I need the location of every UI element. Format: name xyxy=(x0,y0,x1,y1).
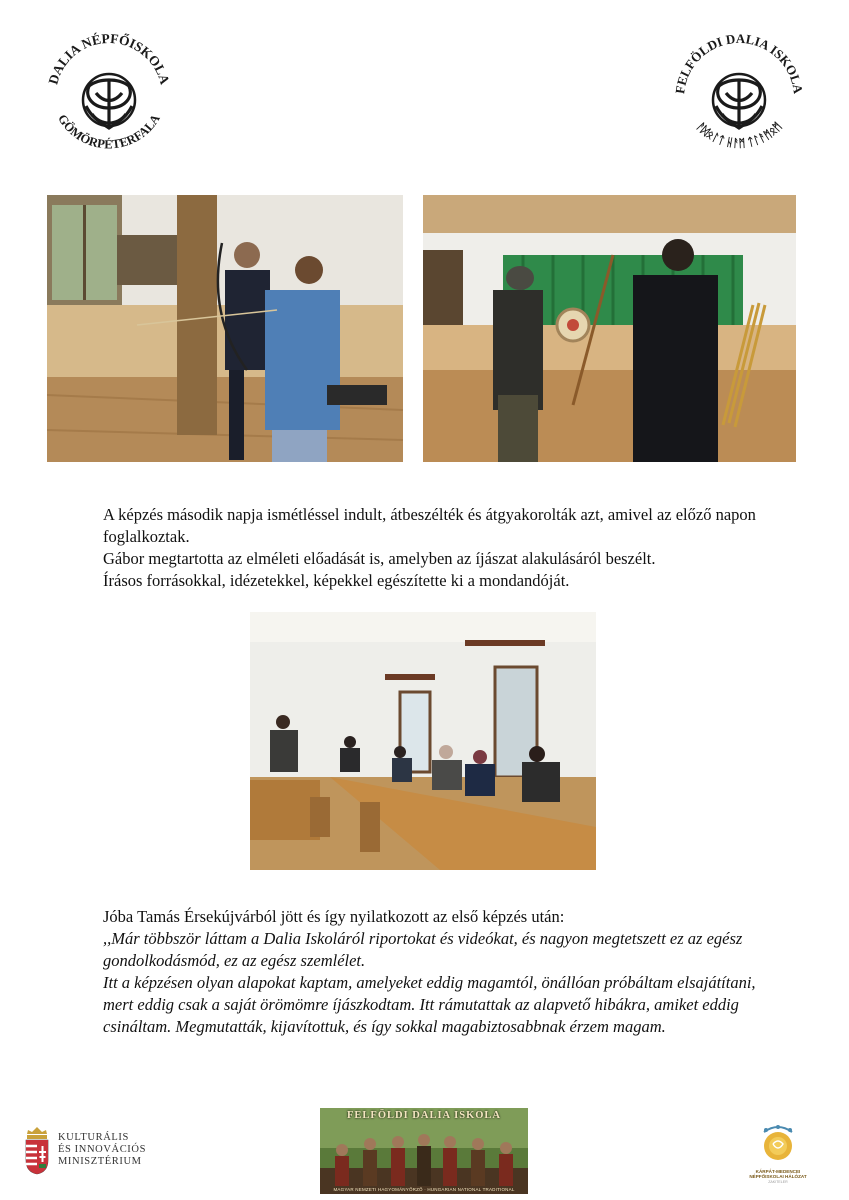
testimonial-paragraph xyxy=(103,906,763,1038)
hungarian-crest-icon xyxy=(22,1124,52,1176)
lecture-room-photo xyxy=(250,612,596,870)
svg-text:GÖMÖRPÉTERFALA: GÖMÖRPÉTERFALA xyxy=(55,111,163,152)
felfoldi-dalia-banner xyxy=(320,1108,528,1194)
banner-title: FELFÖLDI DALIA ISKOLA xyxy=(346,1110,502,1121)
svg-text:FELFÖLDI DALIA ISKOLA: FELFÖLDI DALIA ISKOLA xyxy=(672,30,806,95)
training-day-paragraph xyxy=(103,504,763,592)
ministry-line: MINISZTÉRIUM xyxy=(58,1156,142,1167)
karpat-medencei-network-logo xyxy=(748,1124,808,1188)
testimonial-intro: Jóba Tamás Érsekújvárból jött és így nyilatkozott az első képzés után: xyxy=(103,907,565,926)
network-line: NÉPFŐISKOLAI HÁLÓZAT xyxy=(749,1174,807,1180)
paragraph-line: Gábor megtartotta az elméleti előadását is, amelyben az íjászat alakulásáról beszélt. xyxy=(103,549,656,568)
svg-text:ᚨᛞᛟᛚᛏ ᚺᚨᛗ ᛏᛚᚨᛗᛟᛗ: ᚨᛞᛟᛚᛏ ᚺᚨᛗ ᛏᛚᚨᛗᛟᛗ xyxy=(693,120,785,150)
paragraph-line: A képzés második napja ismétléssel indult, átbeszélték és átgyakorolták azt, amivel az előző napon foglalkoztak. xyxy=(103,505,756,546)
knot-emblem-icon xyxy=(83,74,135,128)
testimonial-quote: Itt a képzésen olyan alapokat kaptam, amelyeket eddig magamtól, önállóan próbáltam elsajátítani, mert eddig csak a saját örömömre íjászkodtam. Itt rámutattak az alapvető hibákra, amiket eddig csináltam. Megmutatták, kijavítottuk, és így sokkal magabiztosabbnak érzem magam. xyxy=(103,973,756,1036)
felfoldi-dalia-iskola-logo xyxy=(664,18,814,168)
dalia-nepfoiskola-logo xyxy=(34,18,184,168)
testimonial-quote: ,,Már többször láttam a Dalia Iskoláról riportokat és videókat, és nagyon megtetszett ez az egész gondolkodásmód, ez az egész szemlélet. xyxy=(103,929,743,970)
svg-text:DALIA NÉPFŐISKOLA: DALIA NÉPFŐISKOLA xyxy=(45,30,173,87)
network-line: ZAKITELER xyxy=(768,1179,788,1184)
archery-target-photo xyxy=(423,195,796,462)
banner-subtitle: MAGYAR NEMZETI HAGYOMÁNYŐRZŐ · HUNGARIAN NATIONAL TRADITIONAL xyxy=(333,1187,515,1192)
knot-emblem-icon xyxy=(713,74,765,128)
ministry-line: KULTURÁLIS xyxy=(58,1132,129,1143)
archery-instruction-photo xyxy=(47,195,403,462)
ministry-line: ÉS INNOVÁCIÓS xyxy=(58,1144,147,1155)
paragraph-line: Írásos forrásokkal, idézetekkel, képekkel egészítette ki a mondandóját. xyxy=(103,571,570,590)
network-emblem-icon xyxy=(756,1124,800,1164)
ministry-logo xyxy=(22,1120,162,1180)
network-line: KÁRPÁT-MEDENCEI xyxy=(755,1169,801,1174)
